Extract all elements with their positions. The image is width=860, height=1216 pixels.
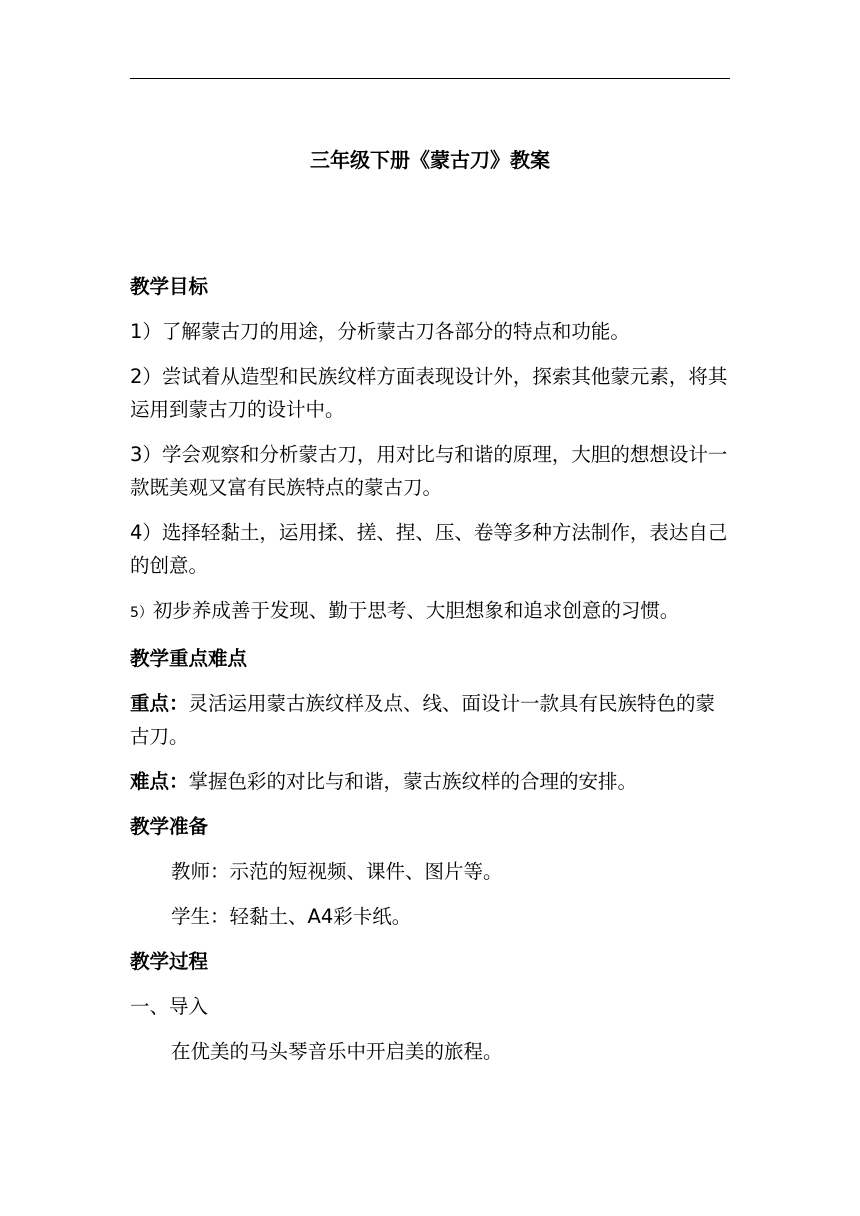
focus-label: 重点：	[130, 692, 189, 715]
objective-item-3: 3）学会观察和分析蒙古刀，用对比与和谐的原理，大胆的想想设计一款既美观又富有民族特点的蒙古刀。	[130, 443, 728, 499]
objectives-heading: 教学目标	[130, 275, 209, 298]
student-preparation: 学生：轻黏土、A4彩卡纸。	[171, 905, 412, 928]
document-body	[130, 270, 730, 1080]
focus-paragraph	[130, 687, 730, 753]
objective-item-1: 1）了解蒙古刀的用途，分析蒙古刀各部分的特点和功能。	[130, 320, 630, 343]
header-rule	[130, 78, 730, 79]
difficulty-text: 掌握色彩的对比与和谐，蒙古族纹样的合理的安排。	[188, 770, 638, 793]
document-title: 三年级下册《蒙古刀》教案	[310, 148, 550, 172]
process-heading: 教学过程	[130, 950, 209, 973]
difficulty-label: 难点：	[130, 770, 189, 793]
difficulty-paragraph	[130, 765, 730, 798]
key-points-heading: 教学重点难点	[130, 647, 248, 670]
objective-item-5-number: 5）	[130, 605, 153, 621]
objective-item-5-text: 初步养成善于发现、勤于思考、大胆想象和追求创意的习惯。	[152, 599, 680, 622]
process-section-1: 一、导入	[130, 995, 209, 1018]
focus-text: 灵活运用蒙古族纹样及点、线、面设计一款具有民族特色的蒙古刀。	[130, 692, 716, 748]
preparation-heading: 教学准备	[130, 815, 209, 838]
process-section-1-text: 在优美的马头琴音乐中开启美的旅程。	[171, 1040, 503, 1063]
teacher-preparation: 教师：示范的短视频、课件、图片等。	[171, 860, 503, 883]
objective-item-5	[130, 594, 730, 630]
objective-item-2: 2）尝试着从造型和民族纹样方面表现设计外，探索其他蒙元素，将其运用到蒙古刀的设计中。	[130, 365, 728, 421]
objective-item-4: 4）选择轻黏土，运用揉、搓、捏、压、卷等多种方法制作，表达自己的创意。	[130, 521, 728, 577]
